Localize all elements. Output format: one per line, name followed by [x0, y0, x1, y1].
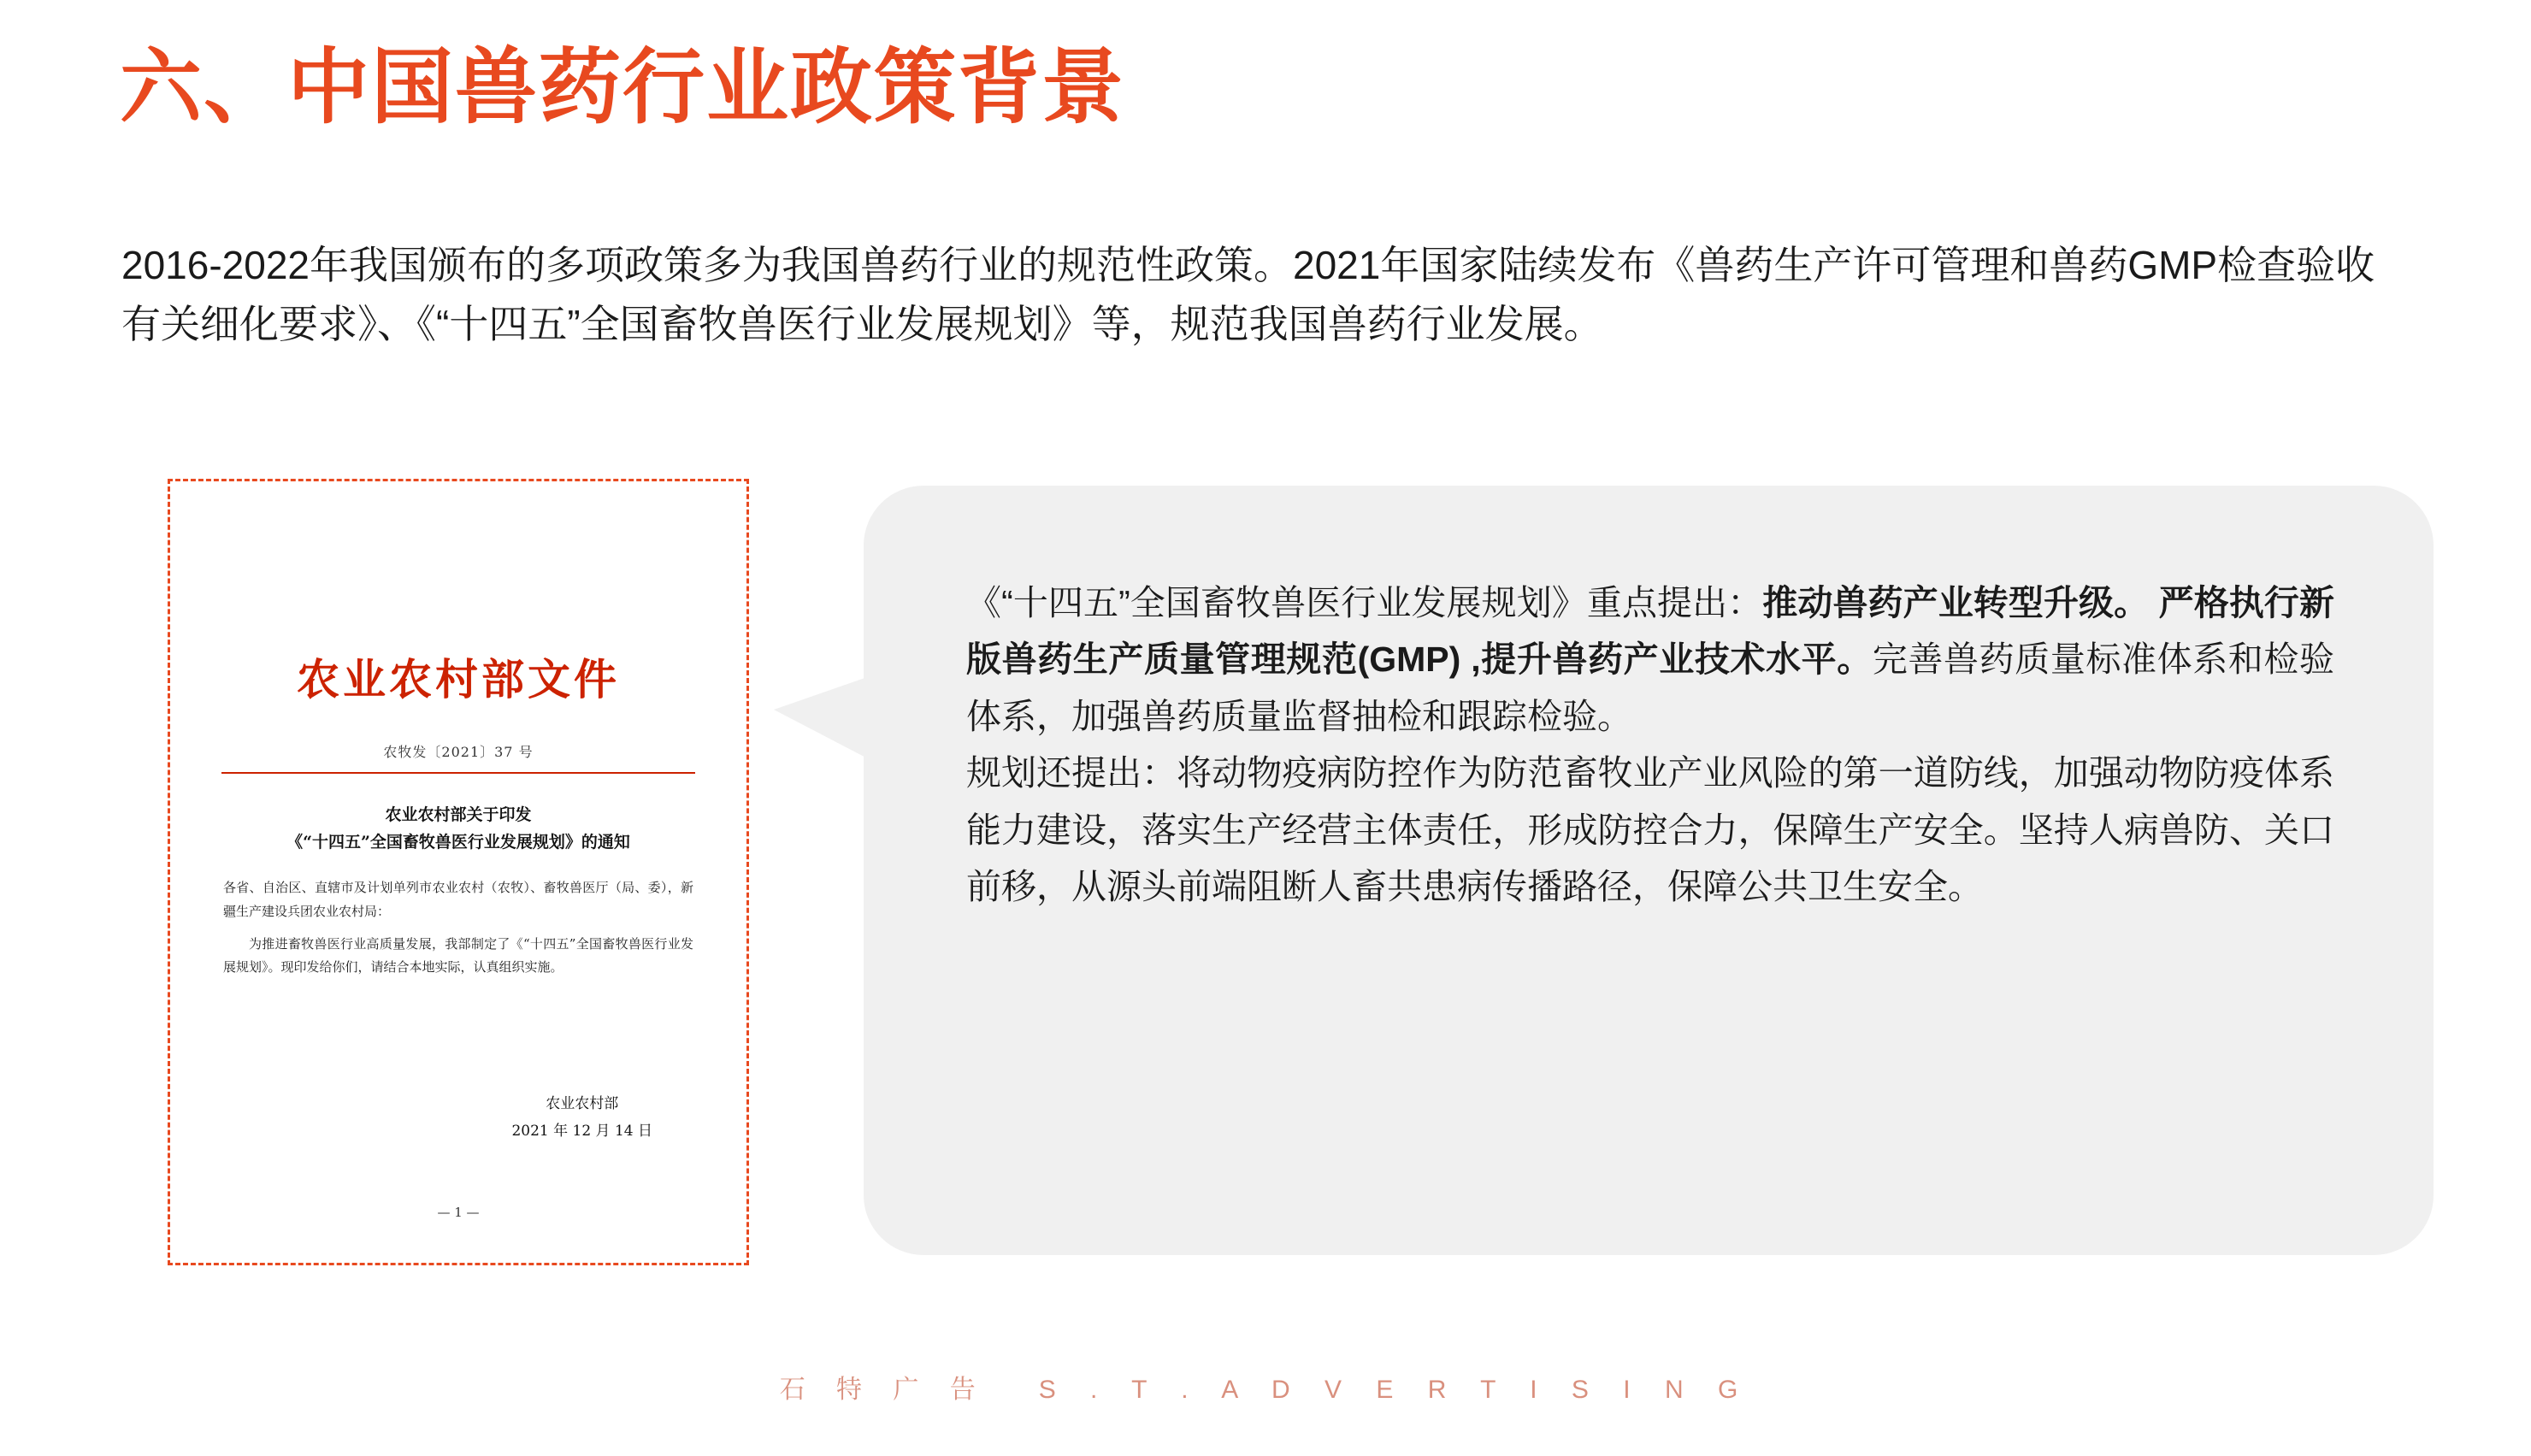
- callout-paragraph-1: [966, 575, 2334, 745]
- footer-brand-cn: 石 特 广 告: [779, 1376, 988, 1404]
- page-title: 六、中国兽药行业政策背景: [120, 42, 1125, 133]
- document-subject-line-1: 农业农村部关于印发: [385, 805, 532, 824]
- document-subject: [223, 801, 693, 857]
- callout-paragraph-1-bold: 推动兽药产业转型升级。 严格执行新版兽药生产质量管理规范(GMP) ,提升兽药产业技术水平。: [966, 583, 2335, 680]
- document-header-title: 农业农村部文件: [297, 654, 620, 704]
- callout-bubble-tail: [774, 675, 872, 761]
- document-date: 2021 年 12 月 14 日: [511, 1123, 652, 1141]
- document-body-paragraph-2: 为推进畜牧兽医行业高质量发展，我部制定了《“十四五”全国畜牧兽医行业发展规划》。现印发给你们，请结合本地实际，认真组织实施。: [223, 935, 693, 976]
- policy-document-image: [168, 479, 749, 1265]
- document-signer: 农业农村部: [546, 1095, 619, 1112]
- callout-paragraph-1-prefix: 《“十四五”全国畜牧兽医行业发展规划》重点提出：: [966, 583, 1763, 622]
- document-body: [223, 876, 693, 988]
- document-divider-rule: [221, 772, 695, 774]
- callout-paragraph-2: 规划还提出：将动物疫病防控作为防范畜牧业产业风险的第一道防线，加强动物防疫体系能力建设，落实生产经营主体责任，形成防控合力，保障生产安全。坚持人病兽防、关口前移，从源头前端阻断人畜共患病传播路径，保障公共卫生安全。: [966, 753, 2334, 907]
- document-body-paragraph-1: 各省、自治区、直辖市及计划单列市农业农村（农牧）、畜牧兽医厅（局、委），新疆生产建设兵团农业农村局：: [223, 880, 693, 919]
- callout-text: [966, 575, 2334, 915]
- document-signature: [511, 1090, 652, 1146]
- document-page: [189, 500, 728, 1244]
- document-subject-line-2: 《“十四五”全国畜牧兽医行业发展规划》的通知: [286, 833, 630, 852]
- footer: [0, 1368, 2531, 1406]
- footer-brand-en: S . T . A D V E R T I S I N G: [1038, 1376, 1752, 1404]
- document-number: 农牧发〔2021〕37 号: [383, 744, 534, 760]
- document-page-number: — 1 —: [437, 1205, 480, 1220]
- intro-paragraph: 2016-2022年我国颁布的多项政策多为我国兽药行业的规范性政策。2021年国家陆续发布《兽药生产许可管理和兽药GMP检查验收有关细化要求》、《“十四五”全国畜牧兽医行业发展规划》等，规范我国兽药行业发展。: [121, 243, 2375, 346]
- callout-paragraph-1-suffix: 完善兽药质量标准体系和检验体系，加强兽药质量监督抽检和跟踪检验。: [966, 640, 2334, 736]
